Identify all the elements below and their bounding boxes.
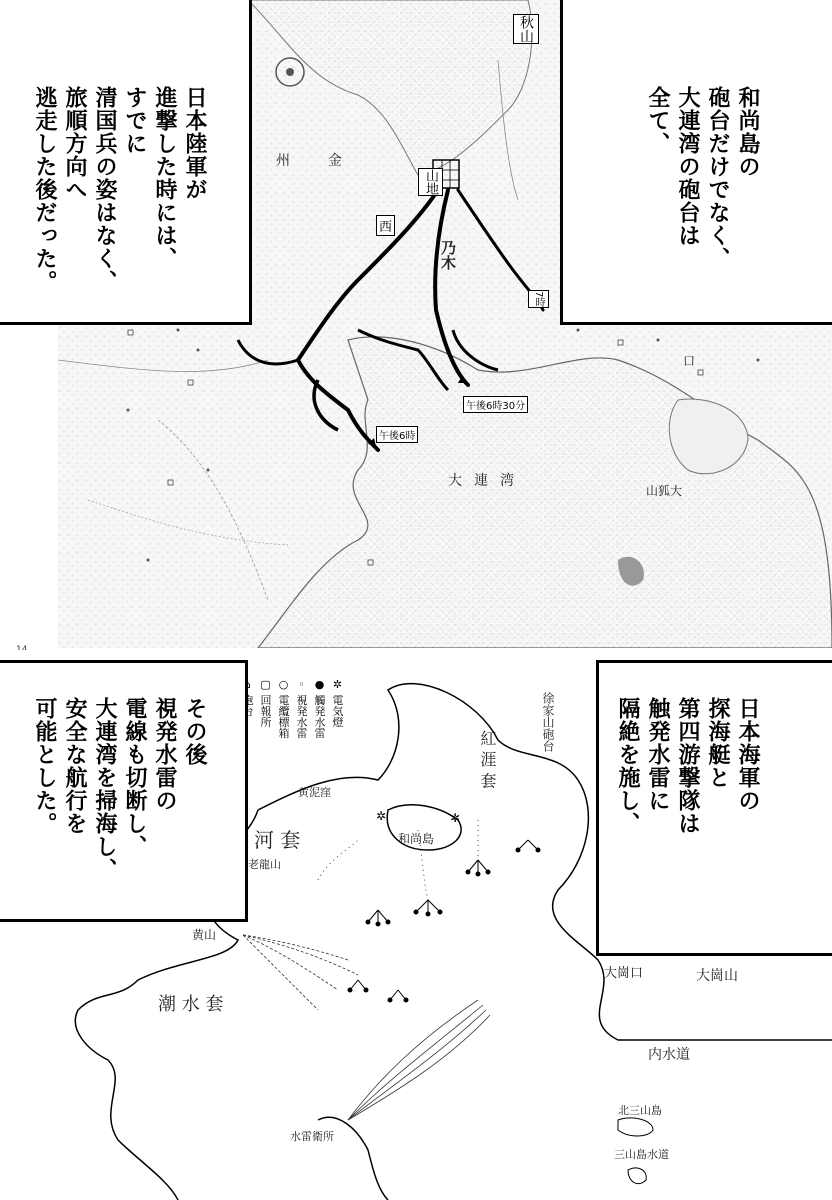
- legend-item: ◦ 視発水雷: [295, 678, 308, 739]
- label-time-3: 7時: [528, 290, 549, 308]
- legend-item: ✲ 電気燈: [331, 678, 344, 728]
- caption-top-left: 日本陸軍が 進撃した時には、 すでに 清国兵の姿はなく、 旅順方向へ 逃走した後だった。: [32, 86, 207, 293]
- label-xujiashan: 徐家山砲台: [541, 692, 555, 752]
- caption-box-bottom-right: [596, 660, 832, 956]
- label-huangshan: 黄山: [192, 928, 217, 942]
- label-time-2: 午後6時: [376, 426, 418, 443]
- label-laolong: 老龍山: [248, 858, 281, 871]
- legend-item: ▢ 回報所: [259, 678, 272, 728]
- label-heshang: 和尚島: [398, 832, 435, 846]
- label-shuilei: 水雷衛所: [290, 1130, 334, 1143]
- label-sanshan-n: 北三山島: [618, 1104, 662, 1117]
- label-shandi: 山地: [418, 168, 443, 196]
- label-qiushan: 秋山: [513, 14, 539, 44]
- label-hongya: 紅 涯 套: [478, 730, 497, 789]
- svg-text:✲: ✲: [376, 809, 387, 823]
- label-chaoshui: 潮 水 套: [158, 994, 224, 1015]
- label-dagukou: 大崗口: [604, 966, 644, 981]
- label-sanshan-w: 三山島水道: [614, 1148, 669, 1161]
- caption-box-top-right: [560, 0, 832, 325]
- label-kou: 口: [683, 354, 696, 368]
- label-xi: 西: [376, 215, 395, 236]
- legend: [238, 678, 346, 739]
- panel-divider: [0, 650, 832, 660]
- caption-top-right: 和尚島の 砲台だけでなく、 大連湾の砲台は 全て、: [645, 86, 760, 270]
- caption-box-top-left: [0, 0, 252, 325]
- label-time-1: 午後6時30分: [463, 396, 528, 413]
- label-naiki: 乃木: [439, 240, 457, 270]
- label-shanhu: 山狐大: [646, 484, 683, 498]
- label-dalian-bay: 大連湾: [448, 473, 526, 489]
- label-hetao: 河 套: [254, 828, 301, 852]
- label-huangni: 黄泥窪: [298, 786, 331, 799]
- caption-box-bottom-left: [0, 660, 248, 922]
- caption-bottom-right: 日本海軍の 探海艇と 第四游撃隊は 触発水雷に 隔絶を施し、: [615, 697, 760, 835]
- label-dagushan: 大崗山: [696, 968, 738, 984]
- caption-bottom-left: その後 視発水雷の 電線も切断し、 大連湾を掃海し、 安全な航行を 可能とした。: [32, 697, 207, 881]
- legend-item: ● 觸発水雷: [313, 678, 326, 739]
- svg-text:✲: ✲: [450, 811, 461, 825]
- label-kin: 金: [328, 153, 342, 169]
- legend-item: ○ 電纜標箱: [277, 678, 290, 739]
- label-shu: 州: [276, 153, 290, 169]
- label-neishui: 内水道: [648, 1047, 690, 1063]
